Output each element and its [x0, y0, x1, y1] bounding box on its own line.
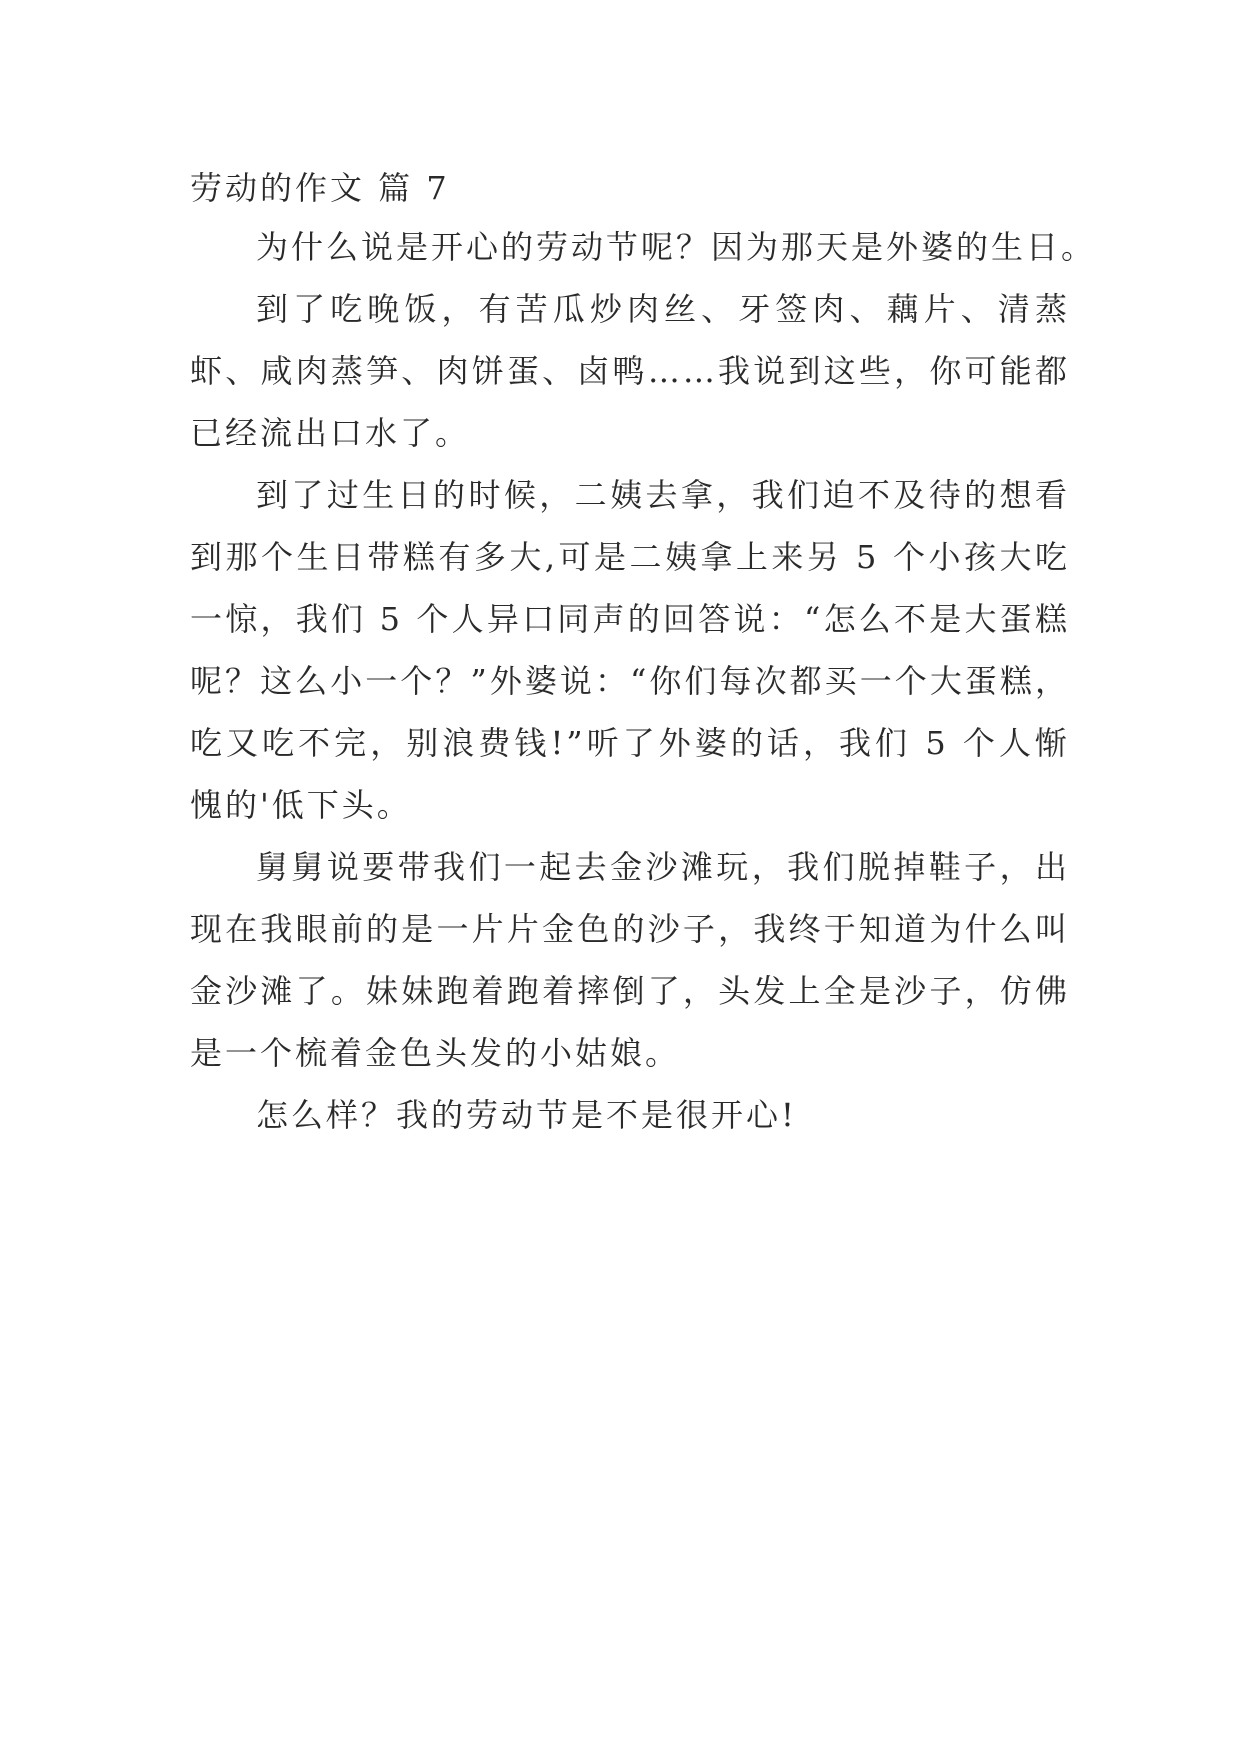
document-body [190, 160, 1097, 1146]
paragraph-5: 怎么样？我的劳动节是不是很开心! [256, 1096, 797, 1134]
paragraph-2: 到了吃晚饭，有苦瓜炒肉丝、牙签肉、藕片、清蒸虾、咸肉蒸笋、肉饼蛋、卤鸭……我说到这些，你可能都已经流出口水了。 [190, 290, 1070, 452]
paragraph-1: 为什么说是开心的劳动节呢？因为那天是外婆的生日。 [256, 228, 1097, 266]
paragraph-3: 到了过生日的时候，二姨去拿，我们迫不及待的想看到那个生日带糕有多大,可是二姨拿上来另 5 个小孩大吃一惊，我们 5 个人异口同声的回答说：“怎么不是大蛋糕呢？这么小一个？”外婆说：“你们每次都买一个大蛋糕，吃又吃不完，别浪费钱!”听了外婆的话，我们 5 个人惭愧的'低下头。 [190, 476, 1070, 824]
paragraph-4: 舅舅说要带我们一起去金沙滩玩，我们脱掉鞋子，出现在我眼前的是一片片金色的沙子，我终于知道为什么叫金沙滩了。妹妹跑着跑着摔倒了，头发上全是沙子，仿佛是一个梳着金色头发的小姑娘。 [190, 848, 1070, 1072]
essay-title: 劳动的作文 篇 7 [190, 169, 450, 207]
